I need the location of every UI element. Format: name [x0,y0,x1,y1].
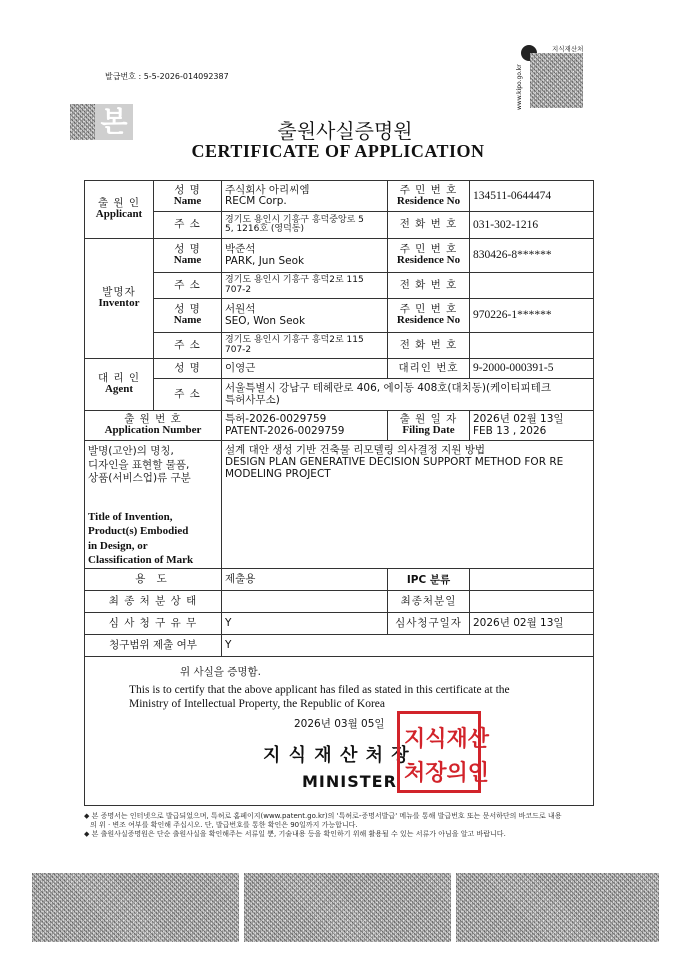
final-date-value [470,591,594,613]
inventor-phone-label: 전 화 번 호 [388,273,470,299]
inventor-res-label: 주 민 번 호 Residence No [388,239,470,273]
kipo-label: 지식재산처 [552,45,584,53]
applicant-addr-label: 주 소 [154,212,222,239]
usage-value: 제출용 [222,569,388,591]
agent-name-label: 성 명 [154,359,222,379]
notes [84,812,594,839]
certify-en-line1: This is to certify that the above applicant has filed as stated in this certificate at the [129,684,510,697]
claims-label: 청구범위 제출 여부 [85,635,222,657]
inventor-addr-value: 경기도 용인시 기흥구 흥덕2로 115 707-2 [222,273,388,299]
ipc-value [470,569,594,591]
inventor-phone-value [470,333,594,359]
inventor-name-label: 성 명 Name [154,239,222,273]
issue-number: 발급번호 : 5-5-2026-014092387 [105,72,229,81]
agency-name-en: MINISTER [302,772,397,792]
application-number-label: 출 원 번 호 Application Number [85,411,222,441]
inventor-label: 발명자 Inventor [85,239,154,359]
svg-text:지식재산: 지식재산 [404,727,490,753]
final-date-label: 최종처분일 [388,591,470,613]
barcode-icon [244,873,451,942]
applicant-name-value: 주식회사 아리씨엠 RECM Corp. [222,181,388,212]
inventor-addr-label: 주 소 [154,333,222,359]
exam-date-label: 심사청구일자 [388,613,470,635]
title-kr: 출원사실증명원 [277,119,413,143]
applicant-addr-value: 경기도 용인시 기흥구 흥덕중앙로 5 5, 1216호 (영덕동) [222,212,388,239]
final-status-label: 최 종 처 분 상 태 [85,591,222,613]
inventor-name-value: 박준석 PARK, Jun Seok [222,239,388,273]
applicant-res-value: 134511-0644474 [470,181,594,212]
note-1: ◆ 본 증명서는 인터넷으로 발급되었으며, 특허로 홈페이지(www.patent.go.kr)의 '특허로-증명서발급' 메뉴를 통해 발급번호 또는 문서하단의 바코드로 내용 [84,812,562,820]
exam-date-value: 2026년 02월 13일 [470,613,594,635]
final-status-value [222,591,388,613]
inventor-addr-label: 주 소 [154,273,222,299]
inventor-phone-value [470,273,594,299]
exam-request-value: Y [222,613,388,635]
agent-label: 대 리 인 Agent [85,359,154,411]
filing-date-label: 출 원 일 자 Filing Date [388,411,470,441]
original-mark: 본 [95,104,133,140]
issue-date: 2026년 03월 05일 [294,718,385,731]
agent-code-value: 9-2000-000391-5 [470,359,594,379]
certify-en-line2: Ministry of Intellectual Property, the Republic of Korea [129,698,386,711]
filing-date-value: 2026년 02월 13일 FEB 13 , 2026 [470,411,594,441]
usage-label: 용 도 [85,569,222,591]
svg-text:처장의인: 처장의인 [404,761,490,787]
barcode-icon [32,873,239,942]
applicant-res-label: 주 민 번 호 Residence No [388,181,470,212]
invention-title-label: 발명(고안)의 명칭, 디자인을 표현할 물품, 상품(서비스업)류 구분 Title of Invention, Product(s) Embodied in Design, or Classification of Mark [85,441,222,569]
certify-kr: 위 사실을 증명함. [180,666,262,679]
agent-addr-label: 주 소 [154,379,222,411]
applicant-label: 출 원 인 Applicant [85,181,154,239]
applicant-phone-label: 전 화 번 호 [388,212,470,239]
agent-addr-value: 서울특별시 강남구 테헤란로 406, 에이동 408호(대치동)(케이티피테크 특허사무소) [222,379,594,411]
title-en: CERTIFICATE OF APPLICATION [191,141,485,161]
certificate-table [84,180,594,806]
applicant-phone-value: 031-302-1216 [470,212,594,239]
claims-value: Y [222,635,594,657]
agency-name-kr: 지 식 재 산 처 장 [263,745,410,767]
inventor-name-value: 서원석 SEO, Won Seok [222,299,388,333]
agent-code-label: 대리인 번호 [388,359,470,379]
inventor-res-value: 970226-1****** [470,299,594,333]
application-number-value: 특허-2026-0029759 PATENT-2026-0029759 [222,411,388,441]
ipc-label: IPC 분류 [388,569,470,591]
inventor-phone-label: 전 화 번 호 [388,333,470,359]
kipo-side-text: www.kipo.go.kr [516,64,523,110]
certification-block [85,657,594,806]
agent-name-value: 이영근 [222,359,388,379]
inventor-addr-value: 경기도 용인시 기흥구 흥덕2로 115 707-2 [222,333,388,359]
inventor-res-value: 830426-8****** [470,239,594,273]
inventor-res-label: 주 민 번 호 Residence No [388,299,470,333]
invention-title-value: 설계 대안 생성 기반 건축물 리모델링 의사결정 지원 방법 DESIGN PLAN GENERATIVE DECISION SUPPORT METHOD FOR RE MODELING PROJECT [222,441,594,569]
qr-code-icon [530,53,583,108]
applicant-name-label: 성 명 Name [154,181,222,212]
note-1b: 의 위 · 변조 여부를 확인해 주십시오. 단, 발급번호를 통한 확인은 90일까지 가능합니다. [90,821,358,830]
note-2: ◆ 본 출원사실증명원은 단순 출원사실을 확인해주는 서류일 뿐, 기술내용 등을 확인하기 위해 활용될 수 있는 서류가 아님을 알고 바랍니다. [84,830,506,839]
inventor-name-label: 성 명 Name [154,299,222,333]
barcode-icon [456,873,659,942]
official-seal-icon [397,711,490,793]
exam-request-label: 심 사 청 구 유 무 [85,613,222,635]
